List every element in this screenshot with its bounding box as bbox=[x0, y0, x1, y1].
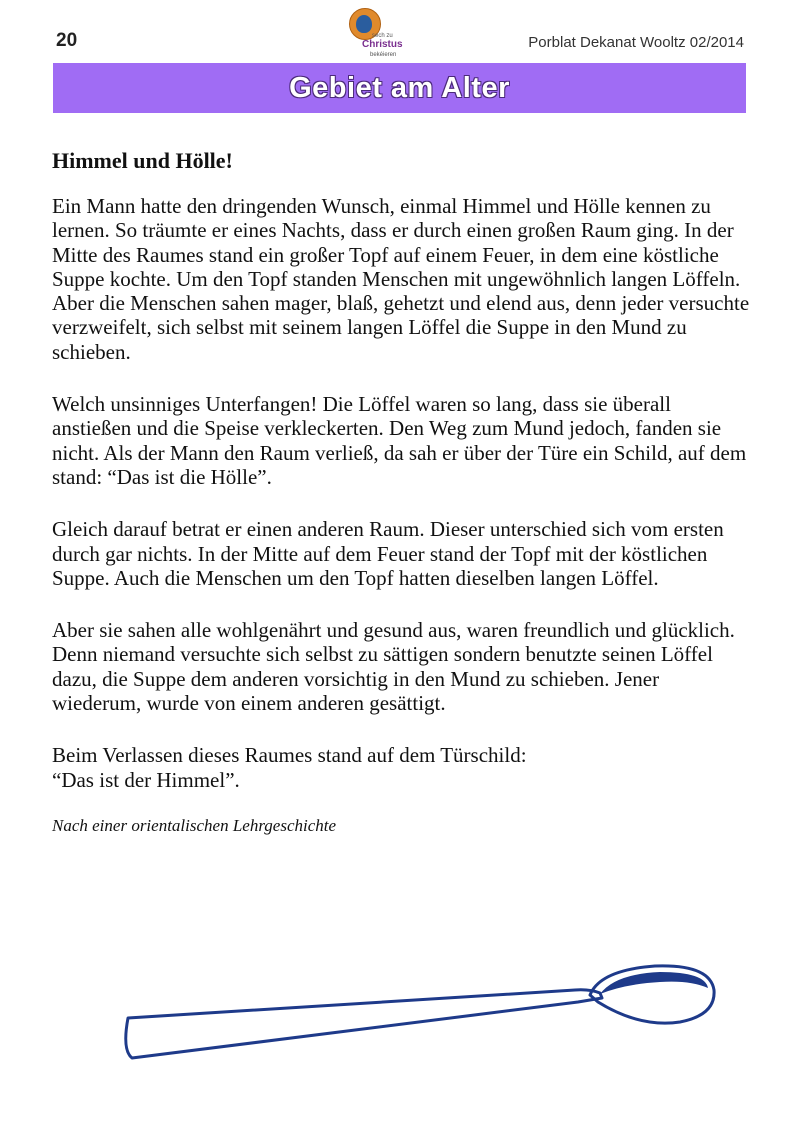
logo-text-line2: Christus bbox=[362, 39, 403, 50]
paragraph-3: Gleich darauf betrat er einen anderen Raum. Dieser unterschied sich vom ersten durch gar nichts. In der Mitte auf dem Feuer stand der Topf mit der köstlichen Suppe. Auch die Menschen um den Topf hatten dieselben langen Löffel. bbox=[52, 517, 724, 590]
logo-text-line1: sech zu bbox=[372, 33, 393, 39]
paragraph-1: Ein Mann hatte den dringenden Wunsch, einmal Himmel und Hölle kennen zu lernen. So träumte er eines Nachts, dass er durch einen großen Raum ging. In der Mitte des Raumes stand ein großer Topf auf einem Feuer, in dem eine köstliche Suppe kochte. Um den Topf standen Menschen mit ungewöhnlich langen Löffeln. Aber die Menschen sahen mager, blaß, gehetzt und elend aus, denn jeder versuchte verzweifelt, sich selbst mit seinem langen Löffel die Suppe in den Mund zu schieben. bbox=[52, 194, 750, 364]
article bbox=[52, 148, 752, 836]
attribution: Nach einer orientalischen Lehrgeschichte bbox=[52, 815, 337, 835]
paragraph-2: Welch unsinniges Unterfangen! Die Löffel waren so lang, dass sie überall anstießen und die Speise verkleckerten. Den Weg zum Mund jedoch, fanden sie nicht. Als der Mann den Raum verließ, da sah er über der Türe ein Schild, auf dem stand: “Das ist die Hölle”. bbox=[52, 392, 747, 489]
article-title: Himmel und Hölle! bbox=[52, 148, 233, 173]
section-banner bbox=[53, 63, 746, 113]
spoon-icon bbox=[120, 960, 720, 1070]
logo-text-line3: bekéieren bbox=[370, 52, 397, 58]
parish-logo bbox=[340, 6, 416, 66]
logo-figure-icon bbox=[356, 15, 372, 33]
page-number: 20 bbox=[56, 30, 78, 51]
publication-info: Porblat Dekanat Wooltz 02/2014 bbox=[528, 34, 744, 51]
paragraph-4: Aber sie sahen alle wohlgenährt und gesund aus, waren freundlich und glücklich. Denn niemand versuchte sich selbst zu sättigen sondern benutzte seinen Löffel dazu, die Suppe dem anderen vorsichtig in den Mund zu schieben. Jener wiederum, wurde von einem anderen gesättigt. bbox=[52, 618, 735, 716]
section-title: Gebiet am Alter bbox=[289, 71, 510, 104]
paragraph-5: Beim Verlassen dieses Raumes stand auf dem Türschild: “Das ist der Himmel”. bbox=[52, 743, 527, 792]
